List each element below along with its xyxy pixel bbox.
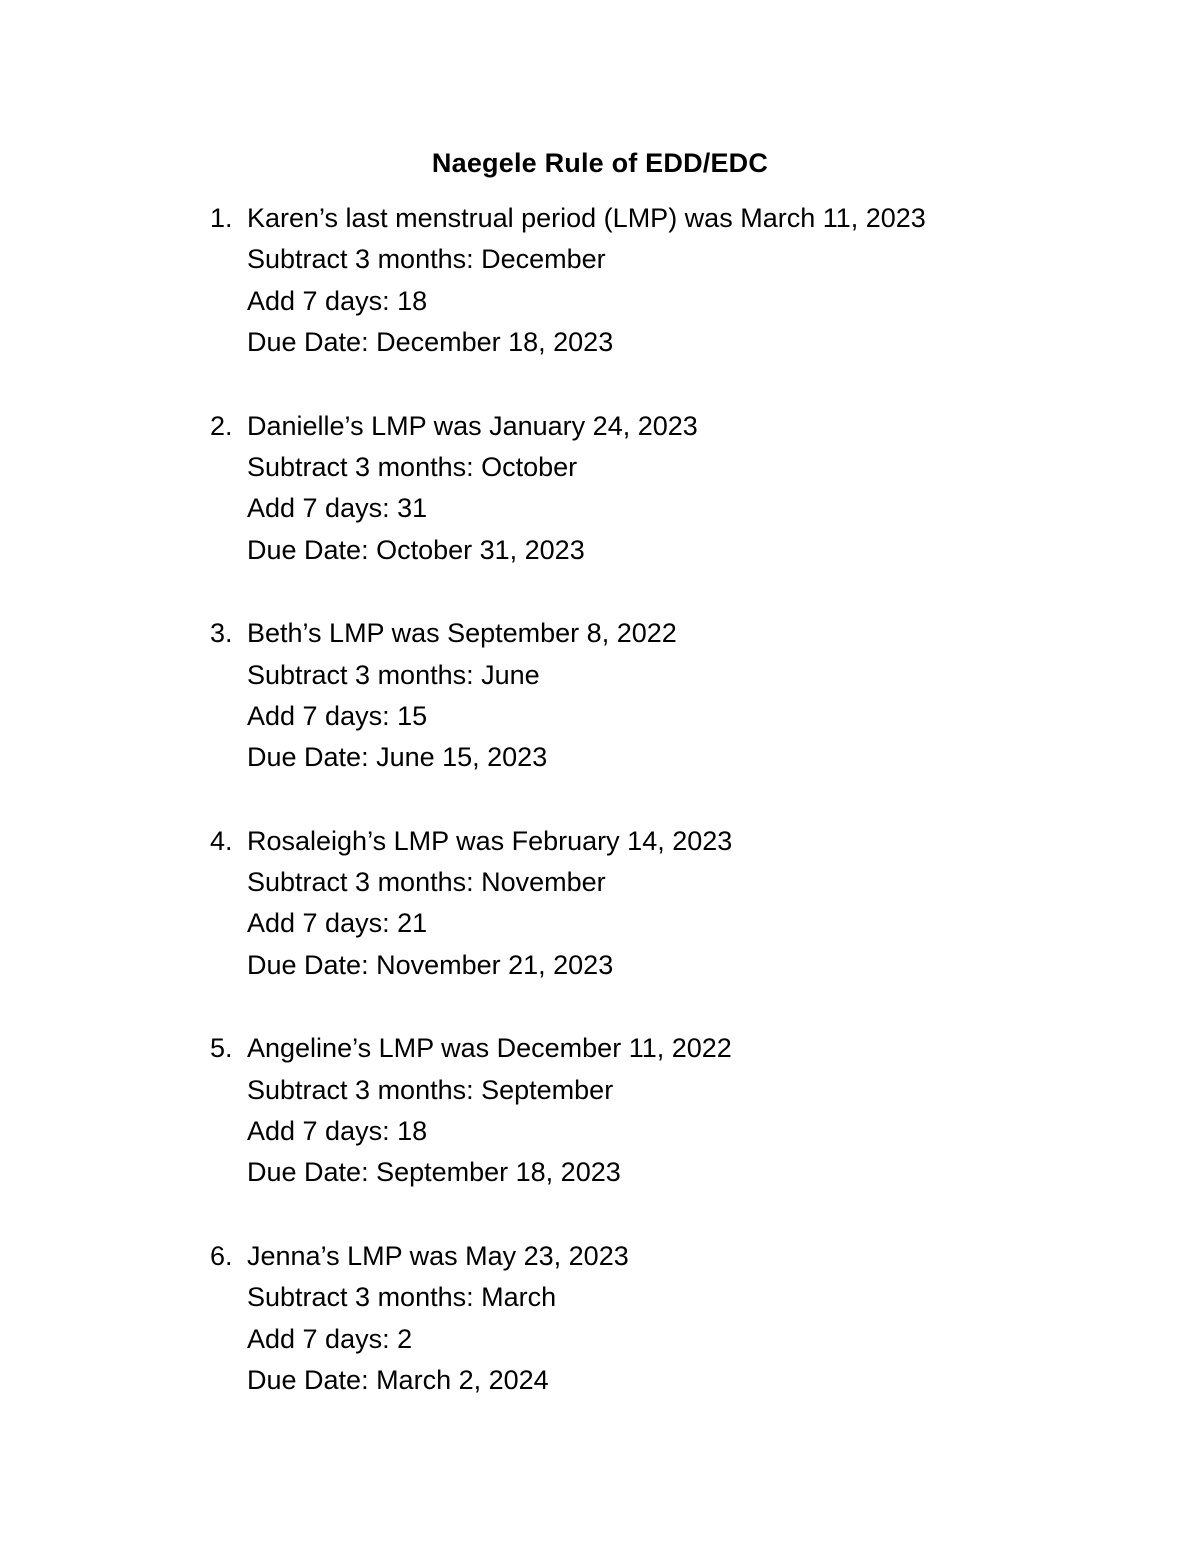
problem-body — [247, 406, 1110, 572]
lmp-line: Angeline’s LMP was December 11, 2022 — [247, 1033, 732, 1064]
subtract-line: Subtract 3 months: June — [247, 659, 540, 690]
subtract-line: Subtract 3 months: October — [247, 451, 578, 482]
add-line: Add 7 days: 18 — [247, 1116, 428, 1147]
problem-body — [247, 613, 1110, 779]
problem-body — [247, 1028, 1110, 1194]
problem-item — [210, 406, 1110, 572]
problem-number: 6. — [210, 1240, 233, 1271]
problem-number: 5. — [210, 1033, 233, 1064]
subtract-line: Subtract 3 months: March — [247, 1282, 557, 1313]
add-line: Add 7 days: 31 — [247, 493, 428, 524]
problem-body — [247, 1236, 1110, 1402]
add-line: Add 7 days: 21 — [247, 908, 428, 939]
due-date-line: Due Date: September 18, 2023 — [247, 1157, 621, 1188]
due-date-line: Due Date: October 31, 2023 — [247, 534, 585, 565]
problem-item — [210, 821, 1110, 987]
problem-item — [210, 198, 1110, 364]
due-date-line: Due Date: December 18, 2023 — [247, 327, 614, 358]
problem-list — [210, 198, 1110, 1443]
lmp-line: Beth’s LMP was September 8, 2022 — [247, 618, 677, 649]
due-date-line: Due Date: March 2, 2024 — [247, 1364, 549, 1395]
due-date-line: Due Date: June 15, 2023 — [247, 742, 548, 773]
problem-body — [247, 198, 1110, 364]
add-line: Add 7 days: 2 — [247, 1323, 413, 1354]
problem-number: 2. — [210, 410, 233, 441]
document-title: Naegele Rule of EDD/EDC — [431, 148, 769, 178]
problem-item — [210, 1028, 1110, 1194]
subtract-line: Subtract 3 months: December — [247, 244, 606, 275]
subtract-line: Subtract 3 months: September — [247, 1074, 614, 1105]
problem-number: 1. — [210, 203, 233, 233]
due-date-line: Due Date: November 21, 2023 — [247, 949, 614, 980]
lmp-line: Rosaleigh’s LMP was February 14, 2023 — [247, 825, 733, 856]
subtract-line: Subtract 3 months: November — [247, 867, 606, 898]
lmp-line: Jenna’s LMP was May 23, 2023 — [247, 1240, 629, 1271]
add-line: Add 7 days: 18 — [247, 285, 428, 316]
problem-number: 3. — [210, 618, 233, 649]
lmp-line: Danielle’s LMP was January 24, 2023 — [247, 410, 698, 441]
problem-item — [210, 613, 1110, 779]
lmp-line: Karen’s last menstrual period (LMP) was March 11, 2023 — [247, 203, 926, 233]
problem-number: 4. — [210, 825, 233, 856]
add-line: Add 7 days: 15 — [247, 700, 428, 731]
problem-item — [210, 1236, 1110, 1402]
problem-body — [247, 821, 1110, 987]
